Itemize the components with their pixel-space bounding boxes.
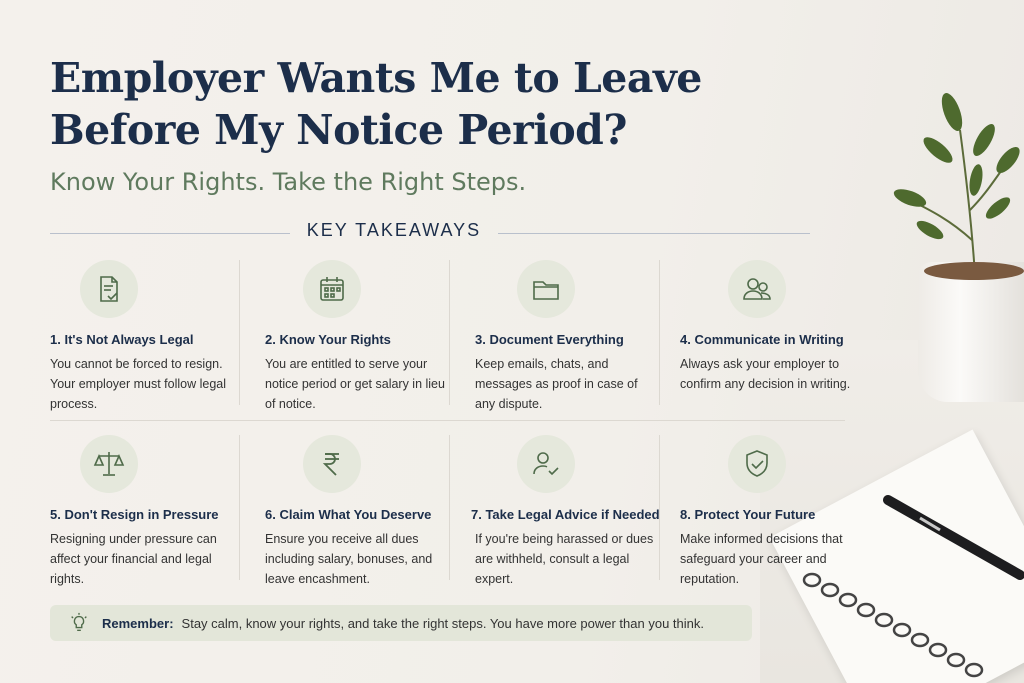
section-label: KEY TAKEAWAYS xyxy=(306,220,482,240)
plant-pot xyxy=(918,262,1024,402)
card-text: Make informed decisions that safeguard your career and reputation. xyxy=(680,532,843,586)
takeaway-card xyxy=(245,435,450,595)
card-title: 6. Claim What You Deserve xyxy=(265,507,432,522)
lightbulb-icon xyxy=(68,612,90,634)
scales-icon xyxy=(80,435,138,493)
pot-soil xyxy=(924,262,1024,280)
takeaway-card xyxy=(455,260,660,420)
card-title: 4. Communicate in Writing xyxy=(680,332,844,347)
card-title: 5. Don't Resign in Pressure xyxy=(50,507,219,522)
page-title xyxy=(50,52,730,156)
page-subtitle: Know Your Rights. Take the Right Steps. xyxy=(50,168,527,196)
card-title: 7. Take Legal Advice if Needed xyxy=(471,507,660,522)
card-text: If you're being harassed or dues are withheld, consult a legal expert. xyxy=(475,532,654,586)
card-title: 2. Know Your Rights xyxy=(265,332,391,347)
takeaway-card xyxy=(660,260,865,420)
card-title: 1. It's Not Always Legal xyxy=(50,332,194,347)
card-text: Keep emails, chats, and messages as proof in case of any dispute. xyxy=(475,357,638,411)
card-text: Always ask your employer to confirm any decision in writing. xyxy=(680,357,851,391)
takeaway-card xyxy=(30,435,235,595)
takeaway-card xyxy=(660,435,865,595)
reminder-banner xyxy=(50,605,752,641)
card-title: 8. Protect Your Future xyxy=(680,507,816,522)
card-text: You are entitled to serve your notice period or get salary in lieu of notice. xyxy=(265,357,445,411)
title-line-2: Before My Notice Period? xyxy=(50,106,627,154)
shield-check-icon xyxy=(728,435,786,493)
takeaway-card xyxy=(30,260,235,420)
reminder-text: Stay calm, know your rights, and take the right steps. You have more power than you think. xyxy=(181,615,704,631)
takeaway-card xyxy=(245,260,450,420)
document-check-icon xyxy=(80,260,138,318)
calendar-icon xyxy=(303,260,361,318)
takeaway-card xyxy=(455,435,660,595)
plant-illustration xyxy=(880,90,1024,280)
card-text: Ensure you receive all dues including salary, bonuses, and leave encashment. xyxy=(265,532,433,586)
card-title: 3. Document Everything xyxy=(475,332,624,347)
people-icon xyxy=(728,260,786,318)
takeaways-grid xyxy=(30,255,850,585)
divider-left xyxy=(50,233,290,234)
title-line-1: Employer Wants Me to Leave xyxy=(50,54,702,102)
rupee-icon xyxy=(303,435,361,493)
reminder-label: Remember: xyxy=(102,615,174,631)
user-check-icon xyxy=(517,435,575,493)
card-text: You cannot be forced to resign. Your employer must follow legal process. xyxy=(50,357,227,411)
grid-divider xyxy=(50,420,845,421)
divider-right xyxy=(498,233,810,234)
card-text: Resigning under pressure can affect your financial and legal rights. xyxy=(50,532,217,586)
folder-icon xyxy=(517,260,575,318)
